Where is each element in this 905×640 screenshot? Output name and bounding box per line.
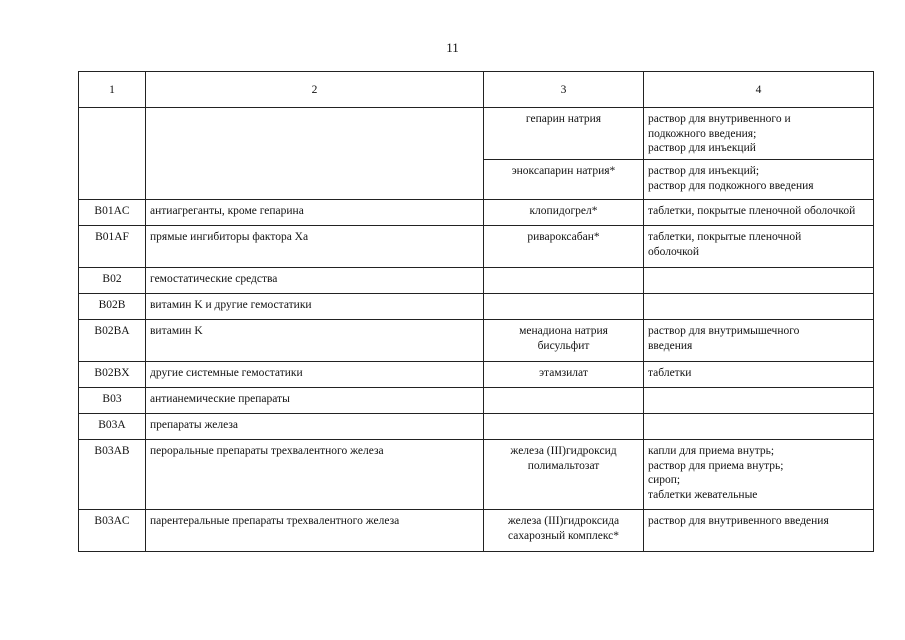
group-name-cell: препараты железа <box>146 414 484 440</box>
dosage-form-line: раствор для приема внутрь; <box>648 459 784 472</box>
group-name-cell: парентеральные препараты трехвалентного железа <box>146 510 484 552</box>
dosage-forms-cell <box>644 160 874 200</box>
table-row <box>79 362 874 388</box>
group-name-cell: прямые ингибиторы фактора Xa <box>146 226 484 268</box>
atc-code-cell: B02 <box>79 268 146 294</box>
dosage-forms-cell <box>644 320 874 362</box>
dosage-forms-cell <box>644 440 874 510</box>
table-row <box>79 440 874 510</box>
dosage-form-line: раствор для внутривенного введения <box>648 515 829 527</box>
group-name-cell: витамин K <box>146 320 484 362</box>
dosage-form-line: капли для приема внутрь; <box>648 445 775 457</box>
column-header: 3 <box>484 72 644 108</box>
group-name-cell: пероральные препараты трехвалентного железа <box>146 440 484 510</box>
drug-table <box>78 71 874 552</box>
dosage-form-line: введения <box>648 339 693 352</box>
drug-name-cell: клопидогрел* <box>484 200 644 226</box>
column-header: 1 <box>79 72 146 108</box>
table-row <box>79 294 874 320</box>
dosage-forms-cell <box>644 200 874 226</box>
drug-name-cell <box>484 414 644 440</box>
dosage-forms-cell <box>644 414 874 440</box>
page-number: 11 <box>446 40 459 55</box>
group-name-cell: витамин K и другие гемостатики <box>146 294 484 320</box>
drug-name-cell <box>484 388 644 414</box>
dosage-forms-cell <box>644 108 874 160</box>
dosage-forms-cell <box>644 226 874 268</box>
dosage-form-line: раствор для внутривенного и <box>648 113 791 125</box>
dosage-form-line: таблетки, покрытые пленочной оболочкой <box>648 205 856 217</box>
atc-code-cell: B03AB <box>79 440 146 510</box>
group-name-cell: другие системные гемостатики <box>146 362 484 388</box>
dosage-form-line: сироп; <box>648 474 681 486</box>
table-row <box>79 200 874 226</box>
drug-name-cell: этамзилат <box>484 362 644 388</box>
drug-name-cell <box>484 294 644 320</box>
group-name-cell <box>146 108 484 200</box>
column-header: 2 <box>146 72 484 108</box>
column-header: 4 <box>644 72 874 108</box>
dosage-forms-cell <box>644 362 874 388</box>
dosage-form-line: раствор для внутримышечного <box>648 325 800 337</box>
table-row <box>79 510 874 552</box>
dosage-forms-cell <box>644 388 874 414</box>
dosage-form-line: подкожного введения; <box>648 127 757 140</box>
drug-name-line: железа (III)гидроксида <box>507 515 620 527</box>
drug-name-line: полимальтозат <box>527 459 600 472</box>
drug-name-line: железа (III)гидроксид <box>510 445 617 457</box>
dosage-form-line: раствор для подкожного введения <box>648 179 814 192</box>
table-row <box>79 108 874 160</box>
atc-code-cell: B02BA <box>79 320 146 362</box>
drug-name-cell <box>484 320 644 362</box>
drug-name-line: сахарозный комплекс* <box>508 529 619 542</box>
dosage-form-line: таблетки <box>648 367 692 379</box>
atc-code-cell <box>79 108 146 200</box>
group-name-cell: гемостатические средства <box>146 268 484 294</box>
drug-name-cell: гепарин натрия <box>484 108 644 160</box>
atc-code-cell: B02BX <box>79 362 146 388</box>
atc-code-cell: B03A <box>79 414 146 440</box>
dosage-form-line: таблетки, покрытые пленочной <box>648 231 802 243</box>
atc-code-cell: B01AC <box>79 200 146 226</box>
dosage-form-line: таблетки жевательные <box>648 488 758 501</box>
dosage-forms-cell <box>644 268 874 294</box>
atc-code-cell: B02B <box>79 294 146 320</box>
drug-name-line: менадиона натрия <box>519 325 608 337</box>
group-name-cell: антиагреганты, кроме гепарина <box>146 200 484 226</box>
dosage-forms-cell <box>644 294 874 320</box>
group-name-cell: антианемические препараты <box>146 388 484 414</box>
atc-code-cell: B03 <box>79 388 146 414</box>
drug-name-line: бисульфит <box>537 339 590 352</box>
drug-name-cell: эноксапарин натрия* <box>484 160 644 200</box>
table-row <box>79 388 874 414</box>
dosage-form-line: оболочкой <box>648 245 700 258</box>
atc-code-cell: B01AF <box>79 226 146 268</box>
dosage-forms-cell <box>644 510 874 552</box>
table-row <box>79 226 874 268</box>
drug-name-cell <box>484 268 644 294</box>
atc-code-cell: B03AC <box>79 510 146 552</box>
table-row <box>79 320 874 362</box>
drug-name-cell: ривароксабан* <box>484 226 644 268</box>
table-header-row <box>79 72 874 108</box>
drug-name-cell <box>484 440 644 510</box>
table-row <box>79 268 874 294</box>
drug-name-cell <box>484 510 644 552</box>
dosage-form-line: раствор для инъекций; <box>648 165 760 177</box>
dosage-form-line: раствор для инъекций <box>648 142 756 154</box>
table-row <box>79 414 874 440</box>
